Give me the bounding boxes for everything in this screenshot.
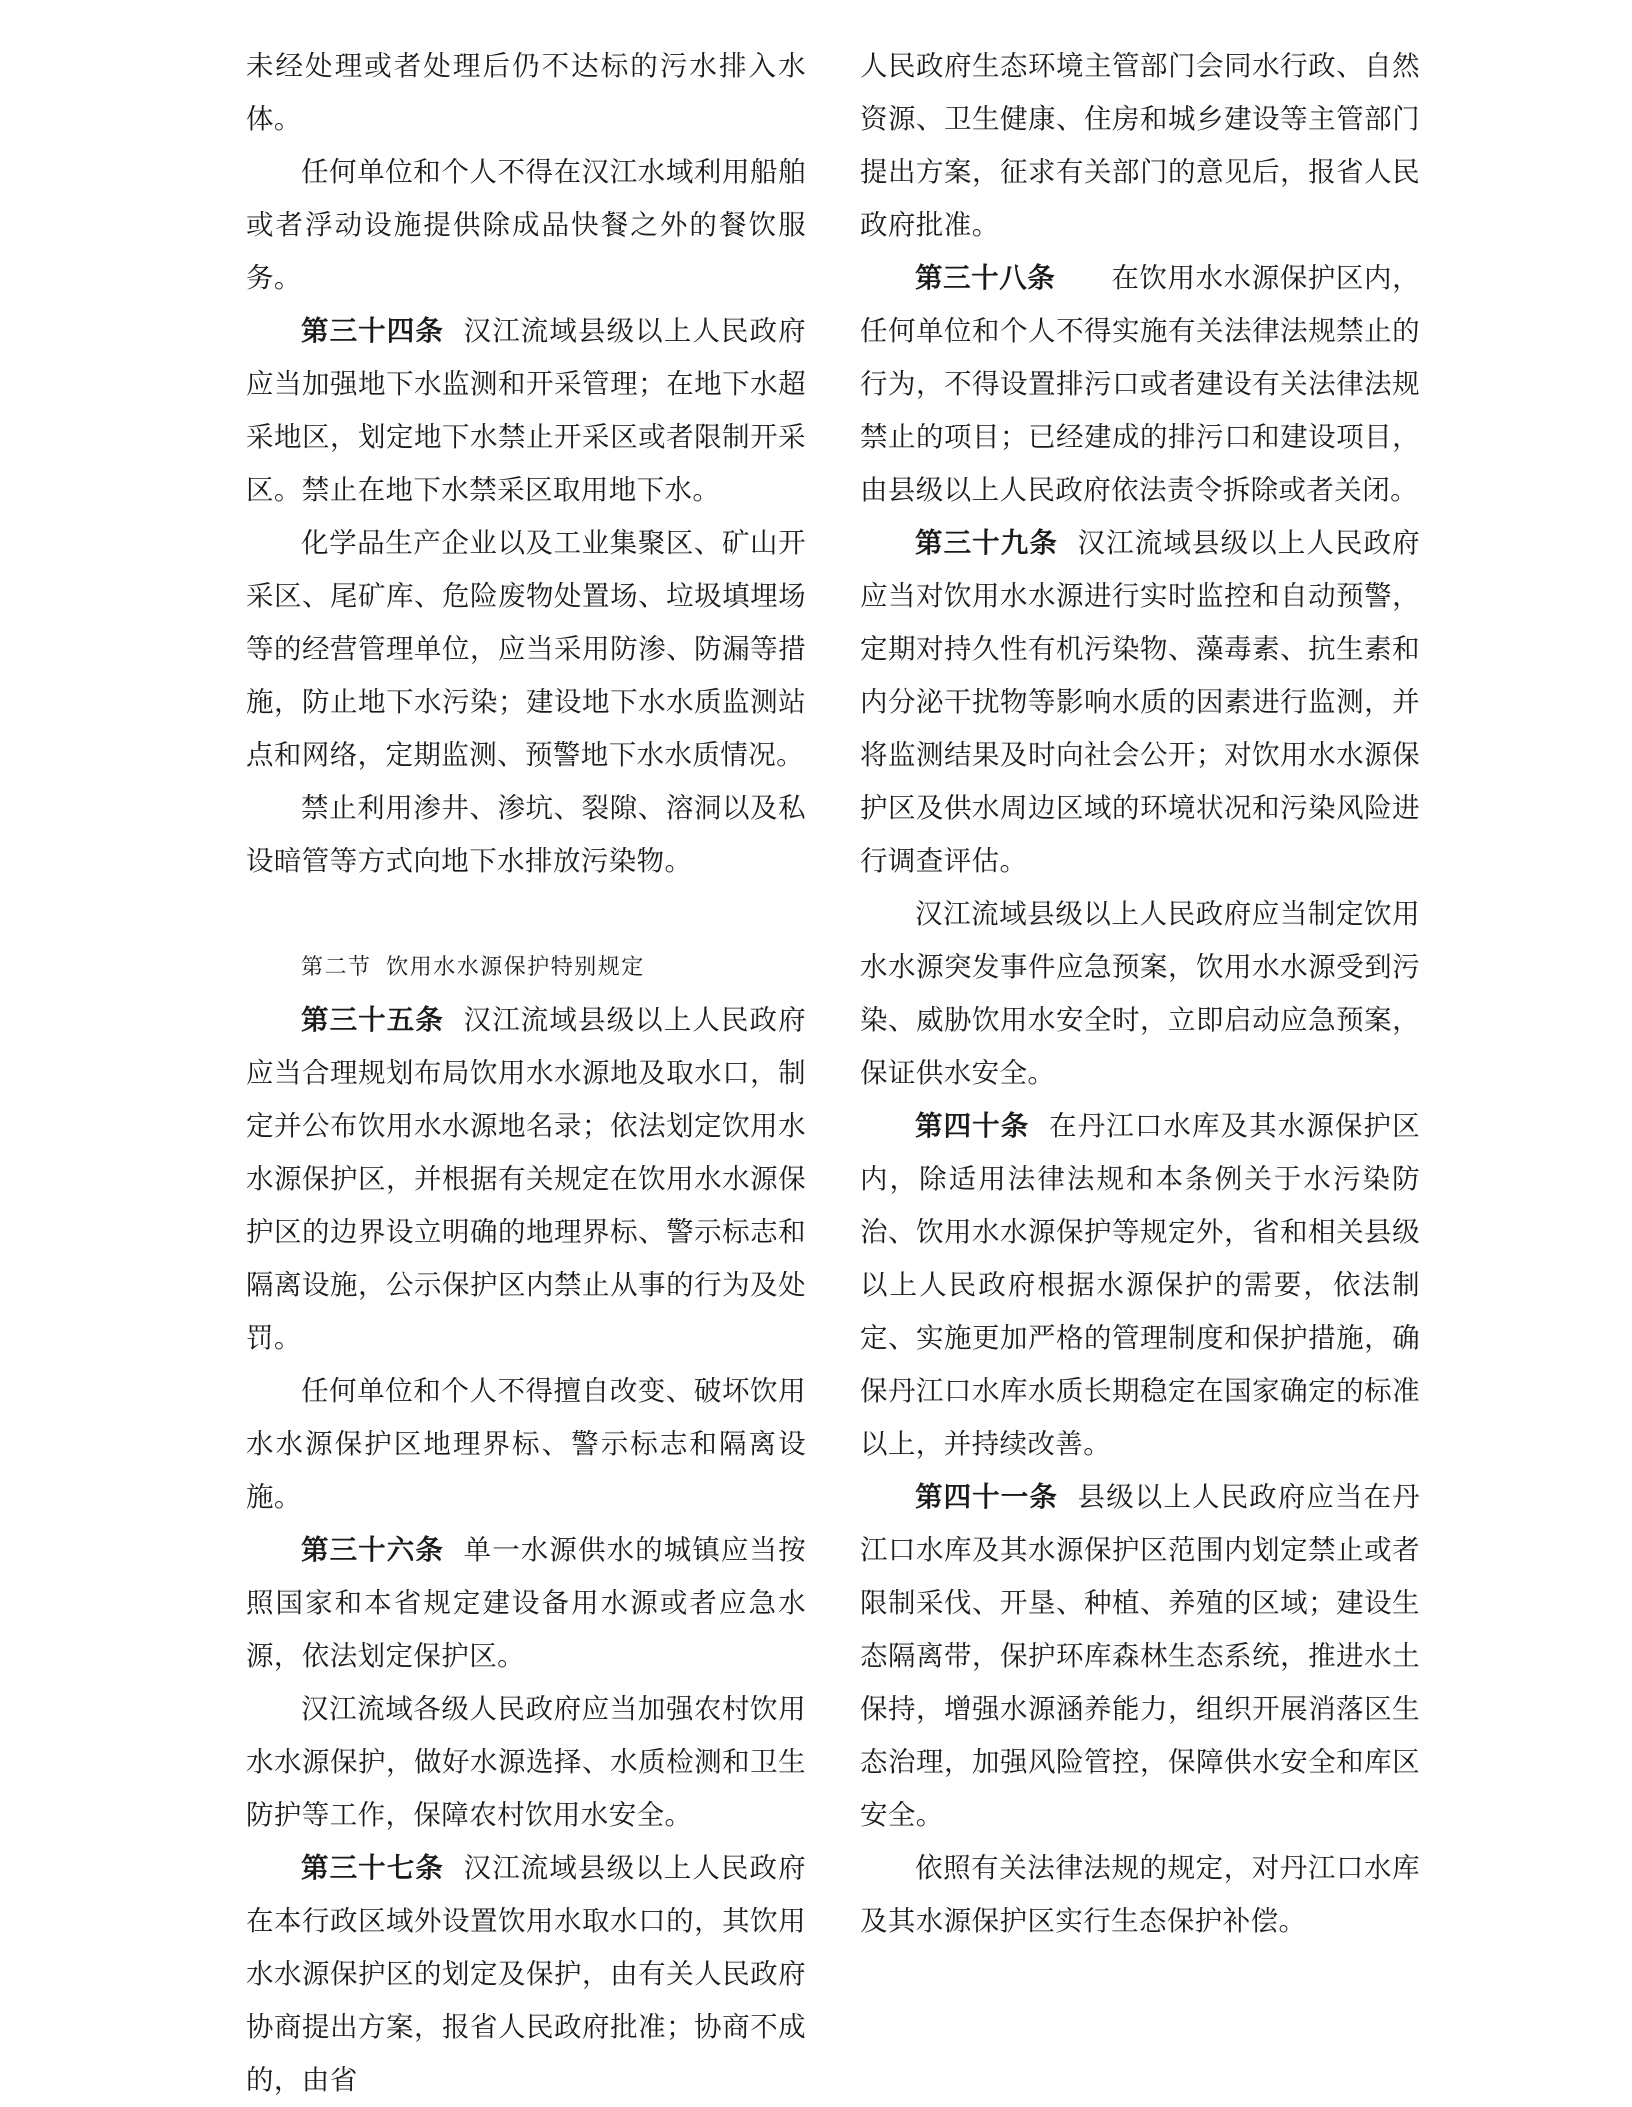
article-text: 汉江流域县级以上人民政府应当对饮用水水源进行实时监控和自动预警，定期对持久性有机污染物、藻毒素、抗生素和内分泌干扰物等影响水质的因素进行监测，并将监测结果及时向社会公开；对饮用水水源保护区及供水周边区域的环境状况和污染风险进行调查评估。 — [860, 527, 1420, 877]
article-label: 第四十一条 — [915, 1481, 1058, 1513]
article-text: 县级以上人民政府应当在丹江口水库及其水源保护区范围内划定禁止或者限制采伐、开垦、种植、养殖的区域；建设生态隔离带，保护环库森林生态系统，推进水土保持，增强水源涵养能力，组织开展消落区生态治理，加强风险管控，保障供水安全和库区安全。 — [860, 1481, 1420, 1831]
paragraph: 禁止利用渗井、渗坑、裂隙、溶洞以及私设暗管等方式向地下水排放污染物。 — [246, 792, 806, 877]
article-40 — [860, 1100, 1420, 1471]
article-text: 汉江流域县级以上人民政府在本行政区域外设置饮用水取水口的，其饮用水水源保护区的划定及保护，由有关人民政府协商提出方案，报省人民政府批准；协商不成的，由省 — [246, 1852, 806, 2096]
article-label: 第三十五条 — [301, 1004, 444, 1036]
article-label: 第三十九条 — [915, 527, 1058, 559]
article-text: 汉江流域县级以上人民政府应当合理规划布局饮用水水源地及取水口，制定并公布饮用水水源地名录；依法划定饮用水水源保护区，并根据有关规定在饮用水水源保护区的边界设立明确的地理界标、警示标志和隔离设施，公示保护区内禁止从事的行为及处罚。 — [246, 1004, 806, 1354]
right-column — [860, 40, 1420, 1948]
article-text: 单一水源供水的城镇应当按照国家和本省规定建设备用水源或者应急水源，依法划定保护区。 — [246, 1534, 806, 1672]
article-text: 在丹江口水库及其水源保护区内，除适用法律法规和本条例关于水污染防治、饮用水水源保护等规定外，省和相关县级以上人民政府根据水源保护的需要，依法制定、实施更加严格的管理制度和保护措施，确保丹江口水库水质长期稳定在国家确定的标准以上，并持续改善。 — [860, 1110, 1420, 1460]
article-38 — [860, 252, 1420, 517]
article-label: 第三十四条 — [301, 315, 444, 347]
article-34 — [246, 305, 806, 517]
article-41 — [860, 1471, 1420, 1842]
paragraph: 任何单位和个人不得在汉江水域利用船舶或者浮动设施提供除成品快餐之外的餐饮服务。 — [246, 156, 806, 294]
article-label: 第三十六条 — [301, 1534, 444, 1566]
paragraph: 汉江流域各级人民政府应当加强农村饮用水水源保护，做好水源选择、水质检测和卫生防护等工作，保障农村饮用水安全。 — [246, 1693, 806, 1831]
article-36 — [246, 1524, 806, 1683]
article-35 — [246, 994, 806, 1365]
article-label: 第三十八条 — [915, 262, 1056, 294]
article-37 — [246, 1842, 806, 2107]
article-39 — [860, 517, 1420, 888]
article-label: 第四十条 — [915, 1110, 1030, 1142]
paragraph: 依照有关法律法规的规定，对丹江口水库及其水源保护区实行生态保护补偿。 — [860, 1852, 1420, 1937]
article-text: 汉江流域县级以上人民政府应当加强地下水监测和开采管理；在地下水超采地区，划定地下水禁止开采区或者限制开采区。禁止在地下水禁采区取用地下水。 — [246, 315, 806, 506]
article-text: 在饮用水水源保护区内，任何单位和个人不得实施有关法律法规禁止的行为，不得设置排污口或者建设有关法律法规禁止的项目；已经建成的排污口和建设项目，由县级以上人民政府依法责令拆除或者关闭。 — [860, 262, 1420, 506]
section-spacer — [246, 888, 806, 941]
paragraph: 任何单位和个人不得擅自改变、破坏饮用水水源保护区地理界标、警示标志和隔离设施。 — [246, 1375, 806, 1513]
paragraph: 汉江流域县级以上人民政府应当制定饮用水水源突发事件应急预案，饮用水水源受到污染、威胁饮用水安全时，立即启动应急预案，保证供水安全。 — [860, 898, 1420, 1089]
section-heading: 第二节 饮用水水源保护特别规定 — [301, 955, 645, 980]
article-label: 第三十七条 — [301, 1852, 444, 1884]
left-column — [246, 40, 806, 2107]
paragraph: 人民政府生态环境主管部门会同水行政、自然资源、卫生健康、住房和城乡建设等主管部门提出方案，征求有关部门的意见后，报省人民政府批准。 — [860, 50, 1420, 241]
paragraph: 化学品生产企业以及工业集聚区、矿山开采区、尾矿库、危险废物处置场、垃圾填埋场等的经营管理单位，应当采用防渗、防漏等措施，防止地下水污染；建设地下水水质监测站点和网络，定期监测、预警地下水水质情况。 — [246, 527, 806, 771]
paragraph: 未经处理或者处理后仍不达标的污水排入水体。 — [246, 50, 806, 135]
